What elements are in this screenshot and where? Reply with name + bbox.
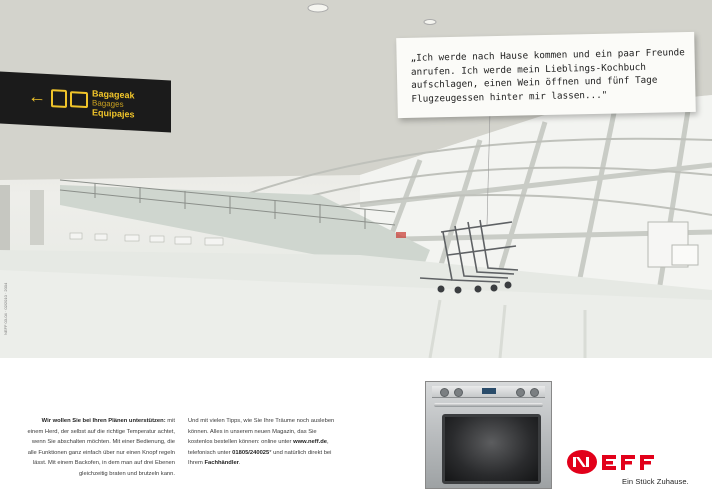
phone-number: 01805/240025 [232,449,270,456]
sign-text-spanish: Equipajes [92,107,135,120]
text-column-left [27,416,175,479]
knob-icon [454,388,463,397]
column-body: mit einem Herd, der selbst auf die richtige Temperatur achtet, wenn Sie abschalten möchten. Mit einer Bedienung, die alle Funktionen ganz einfach über nur einen Knopf regeln lässt. Mit einem Backofen, in dem man auf drei Ebenen gleichzeitig braten und brutzeln kann. [27,418,175,477]
column-heading: Wir wollen Sie bei Ihren Plänen unterstützen: [41,418,166,424]
column-body-1: Und mit vielen Tipps, wie Sie Ihre Träume noch ausleben können. Alles in unserem neuen Magazin, das Sie kostenlos bestellen können: online unter [188,418,335,445]
suitcase-icon [70,91,88,108]
neff-slogan: Ein Stück Zuhause. [622,477,689,486]
knob-icon [516,388,525,397]
knob-icon [440,388,449,397]
neff-logo-area [560,448,700,493]
side-credit: NEFF 03-04 · 02/2010 · 2004 [3,282,8,335]
sign-text-french: Bagages [92,98,124,109]
quote-paper [396,32,696,118]
oven-brand: NEFF [480,480,491,485]
oven-display [482,388,496,394]
luggage-icon [51,89,67,108]
column-body-2: , telefonisch unter [188,439,329,456]
baggage-sign [0,72,171,133]
dealer-text: Fachhändler [204,460,239,466]
column-body-3: * und natürlich direkt bei Ihrem [188,449,332,466]
oven-handle [434,403,543,407]
text-column-right [188,416,338,469]
neff-logo-icon [566,448,691,478]
arrow-left-icon: ← [28,85,46,107]
column-end: . [238,460,241,466]
sign-text-basque: Bagageak [92,88,135,101]
knob-icon [530,388,539,397]
oven-control-panel [432,386,545,398]
oven-window [442,414,541,484]
website-link[interactable]: www.neff.de [293,439,328,445]
quote-text: „Ich werde nach Hause kommen und ein paar Freunde anrufen. Ich werde mein Lieblings-Kochbuch aufschlagen, einen Wein öffnen und fünf Tage Flugzeugessen hinter mir lassen..." [410,47,685,105]
oven-image [425,381,552,489]
